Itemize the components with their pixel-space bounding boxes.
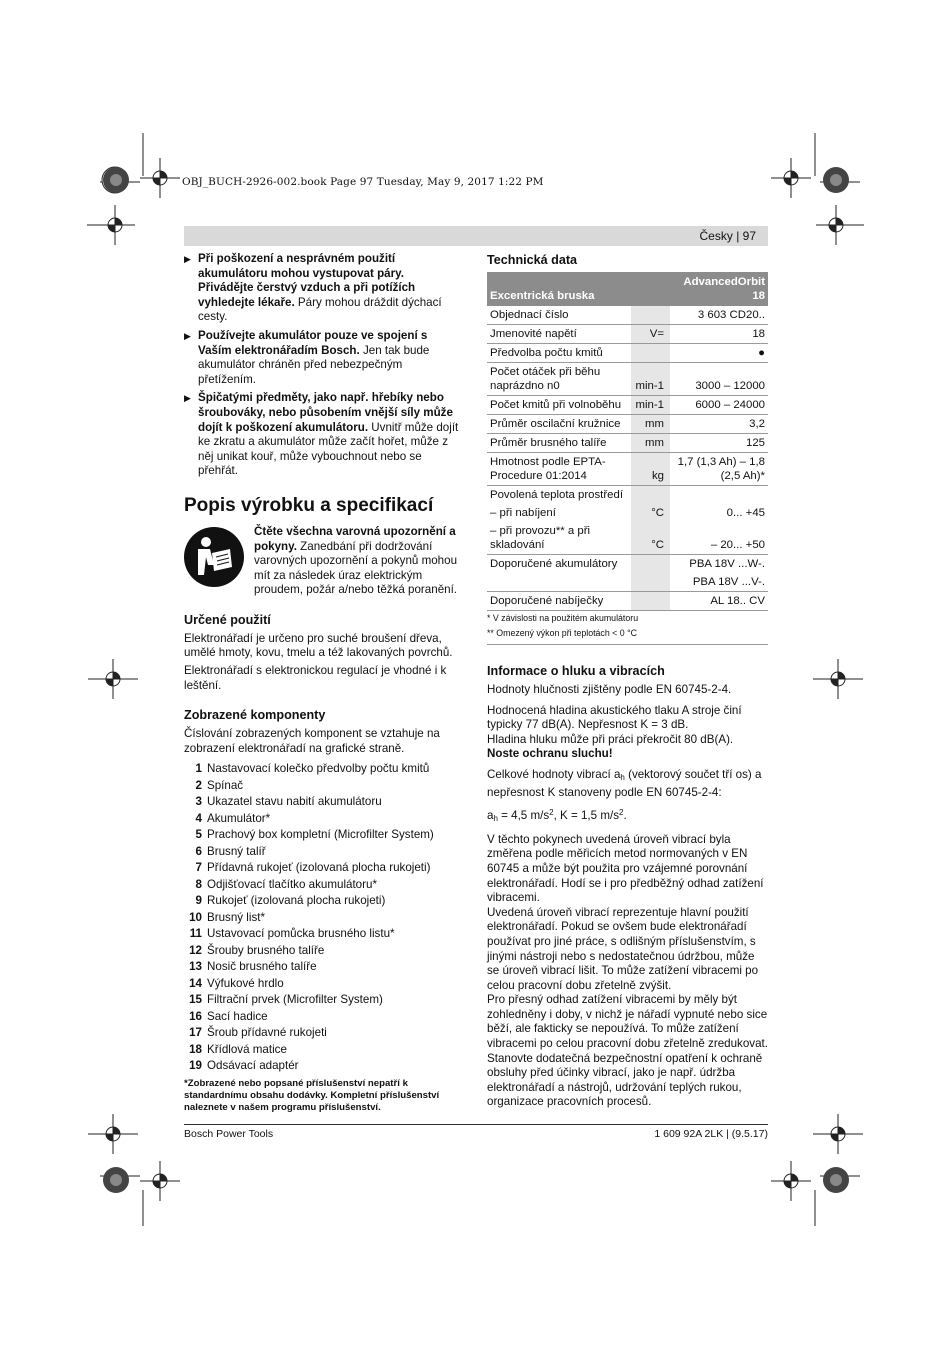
noise-paragraph: V těchto pokynech uvedená úroveň vibrací byla změřena podle měřicích metod normovaných v EN 60745 a může být použita pro vzájemné porovnání elektronářadí. Hodí se i pro předběžný odhad zatížení vibracemi.: [487, 832, 764, 905]
component-number: 1: [195, 762, 202, 776]
table-cell: 125: [670, 434, 768, 453]
component-number: 16: [189, 1009, 202, 1023]
component-label: Rukojeť (izolovaná plocha rukojeti): [207, 894, 386, 908]
table-row: [487, 396, 768, 415]
component-item: [184, 845, 460, 860]
read-warning-body: Zanedbání při dodržování varovných upozornění a pokynů mohou mít za následek úraz elektrickým proudem, požár a/nebo těžká poranění.: [254, 539, 458, 597]
table-cell: [487, 573, 631, 592]
intended-use-line: Elektronářadí s elektronickou regulací je vhodné i k leštění.: [184, 664, 447, 692]
read-warning-bold: Čtěte všechna varovná upozornění a pokyny.: [254, 524, 456, 553]
noise-paragraph: Hladina hluku může při práci překročit 80 dB(A).: [487, 732, 734, 746]
page-header: Česky | 97: [699, 229, 756, 243]
table-cell: [631, 306, 670, 325]
table-cell: Průměr oscilační kružnice: [487, 415, 631, 434]
component-item: [184, 762, 460, 777]
component-label: Výfukové hrdlo: [207, 976, 284, 990]
component-item: [184, 1026, 460, 1041]
table-cell: ●: [670, 344, 768, 363]
triangle-bullet-icon: ▶: [184, 254, 191, 264]
component-item: [184, 812, 460, 827]
noise-title: Informace o hluku a vibracích: [487, 664, 665, 678]
table-cell: [631, 555, 670, 574]
table-note: * V závislosti na použitém akumulátoru: [487, 613, 639, 623]
component-number: 3: [195, 795, 202, 809]
table-row: [487, 363, 768, 396]
table-cell: – při provozu** a při skladování: [487, 522, 631, 555]
footer-right: 1 609 92A 2LK | (9.5.17): [654, 1128, 768, 1140]
component-label: Ukazatel stavu nabití akumulátoru: [207, 795, 382, 809]
table-row: [487, 344, 768, 363]
vibration-text: Celkové hodnoty vibrací a: [487, 767, 621, 781]
header-cell: AdvancedOrbit 18: [670, 272, 768, 306]
section-title: Popis výrobku a specifikací: [184, 494, 434, 516]
warning-bold: Špičatými předměty, jako např. hřebíky nebo šroubováky, nebo působením vnější síly může dojít k poškození akumulátoru.: [198, 391, 453, 434]
warning-item: [184, 329, 460, 387]
component-number: 5: [195, 828, 202, 842]
component-number: 17: [189, 1026, 202, 1040]
component-number: 15: [189, 993, 202, 1007]
component-item: [184, 1059, 460, 1074]
table-cell: min-1: [631, 396, 670, 415]
table-notes: [487, 611, 768, 645]
component-label: Šrouby brusného talíře: [207, 943, 325, 957]
table-cell: [631, 573, 670, 592]
table-cell: 3000 – 12000: [670, 363, 768, 396]
component-number: 14: [189, 976, 202, 990]
page-header-bar: [184, 226, 768, 246]
table-cell: 3 603 CD20..: [670, 306, 768, 325]
table-cell: 1,7 (1,3 Ah) – 1,8 (2,5 Ah)*: [670, 453, 768, 486]
noise-paragraph: Pro přesný odhad zatížení vibracemi by měly být zohledněny i doby, v nichž je nářadí vypnuté nebo sice běží, ale fakticky se nepoužívá. To může zatížení vibracemi po celou pracovní dobu zřetelně zredukovat.: [487, 993, 768, 1051]
table-cell: PBA 18V ...W-.: [689, 558, 765, 570]
component-item: [184, 993, 460, 1008]
warning-text: Uvnitř může dojít ke zkratu a akumulátor může začít hořet, může z něj unikat kouř, může vybouchnout nebo se přehřát.: [198, 420, 459, 478]
table-row: [487, 555, 768, 574]
component-number: 13: [189, 960, 202, 974]
warning-text: Páry mohou dráždit dýchací cesty.: [198, 295, 442, 324]
warning-bold: Při poškození a nesprávném použití akumulátoru mohou vystupovat páry. Přivádějte čerstvý vzduch a při potížích vyhledejte lékaře.: [198, 252, 416, 309]
tech-data-title: Technická data: [487, 253, 578, 267]
table-cell: Doporučené nabíječky: [487, 592, 631, 611]
table-note: ** Omezený výkon při teplotách < 0 °C: [487, 628, 637, 638]
intended-use-line: Elektronářadí je určeno pro suché broušení dřeva, umělé hmoty, kovu, tmelu a též lakovaných povrchů.: [184, 631, 453, 660]
component-number: 12: [189, 943, 202, 957]
table-cell: °C: [631, 522, 670, 555]
header-cell: [631, 272, 670, 306]
component-number: 4: [195, 811, 202, 825]
intended-use-title: Určené použití: [184, 612, 271, 627]
component-label: Filtrační prvek (Microfilter System): [207, 993, 383, 1007]
subscript: h: [620, 772, 625, 782]
table-cell: mm: [631, 434, 670, 453]
component-item: [184, 977, 460, 992]
read-warning-text: [254, 525, 460, 598]
table-cell: 3,2: [670, 415, 768, 434]
component-item: [184, 944, 460, 959]
footer-left: Bosch Power Tools: [184, 1128, 274, 1140]
component-number: 9: [195, 894, 202, 908]
table-cell: Jmenovité napětí: [487, 325, 631, 344]
component-number: 8: [195, 877, 202, 891]
component-number: 7: [195, 861, 202, 875]
component-label: Brusný talíř: [207, 844, 266, 858]
table-cell: [631, 344, 670, 363]
component-label: Nosič brusného talíře: [207, 960, 317, 974]
component-item: [184, 960, 460, 975]
table-row: [487, 325, 768, 344]
tech-data-table: [487, 272, 768, 611]
table-cell: kg: [631, 453, 670, 486]
component-number: 18: [189, 1042, 202, 1056]
table-row: [487, 573, 768, 592]
header-cell: Excentrická bruska: [487, 272, 631, 306]
component-number: 10: [189, 910, 202, 924]
table-cell: Předvolba počtu kmitů: [487, 344, 631, 363]
vibration-values: [487, 806, 768, 827]
component-number: 2: [195, 778, 202, 792]
value-text: a: [487, 809, 494, 823]
table-cell: mm: [631, 415, 670, 434]
table-cell: 18: [670, 325, 768, 344]
components-footnote: *Zobrazené nebo popsané příslušenství nepatří k standardnímu obsahu dodávky. Kompletní příslušenství naleznete v našem programu příslušenství.: [184, 1077, 440, 1113]
table-cell: Hmotnost podle EPTA-Procedure 01:2014: [487, 453, 631, 486]
components-intro: Číslování zobrazených komponent se vztahuje na zobrazení elektronářadí na grafické straně.: [184, 727, 440, 755]
component-item: [184, 861, 460, 876]
table-row: [487, 415, 768, 434]
warning-text: Jen tak bude akumulátor chráněn před nebezpečným přetížením.: [198, 343, 430, 386]
noise-paragraph: Hodnocená hladina akustického tlaku A stroje činí typicky 77 dB(A). Nepřesnost K = 3 dB.: [487, 703, 742, 732]
table-cell: V=: [631, 325, 670, 344]
table-cell: 6000 – 24000: [670, 396, 768, 415]
component-label: Sací hadice: [207, 1009, 268, 1023]
component-label: Ustavovací pomůcka brusného listu*: [207, 927, 395, 941]
noise-paragraph: [487, 768, 768, 800]
table-row: [487, 592, 768, 611]
component-label: Prachový box kompletní (Microfilter System): [207, 828, 434, 842]
table-cell: [631, 592, 670, 611]
component-item: [184, 795, 460, 810]
value-text: , K = 1,5 m/s: [553, 809, 619, 823]
table-cell: – 20... +50: [670, 522, 768, 555]
warning-item: [184, 391, 460, 479]
table-row: [487, 522, 768, 555]
read-manual-icon: [184, 527, 244, 587]
table-row: [487, 434, 768, 453]
warning-bold: Používejte akumulátor pouze ve spojení s Vaším elektronářadím Bosch.: [198, 328, 428, 357]
noise-paragraph: Uvedená úroveň vibrací reprezentuje hlavní použití elektronářadí. Pokud se ovšem bude elektronářadí používat pro jiné práce, s odlišným příslušenstvím, s jinými nástroji nebo s nedostatečnou údržbou, může se úroveň vibrací lišit. To může zatížení vibracemi po celou pracovní dobu zřetelně zvýšit.: [487, 905, 759, 992]
triangle-bullet-icon: ▶: [184, 330, 191, 341]
warning-item: [184, 252, 460, 325]
right-column: [487, 252, 768, 1110]
left-column: [184, 252, 460, 1114]
component-label: Odsávací adaptér: [207, 1059, 299, 1073]
component-number: 19: [189, 1059, 202, 1073]
table-row: [487, 306, 768, 325]
component-label: Šroub přídavné rukojeti: [207, 1026, 327, 1040]
table-header-row: [487, 272, 768, 306]
component-label: Křídlová matice: [207, 1042, 287, 1056]
components-title: Zobrazené komponenty: [184, 708, 326, 723]
triangle-bullet-icon: ▶: [184, 393, 191, 404]
table-cell: [631, 486, 670, 505]
component-item: [184, 828, 460, 843]
value-text: = 4,5 m/s: [497, 809, 550, 823]
component-item: [184, 1010, 460, 1025]
table-cell: min-1: [631, 363, 670, 396]
component-item: [184, 1043, 460, 1058]
components-list: [184, 762, 460, 1073]
subscript: h: [493, 814, 498, 824]
component-label: Nastavovací kolečko předvolby počtu kmitů: [207, 762, 430, 776]
noise-paragraph: [487, 747, 768, 762]
table-cell: Objednací číslo: [487, 306, 631, 325]
component-label: Přídavná rukojeť (izolovaná plocha rukojeti): [207, 861, 431, 875]
table-cell: Počet kmitů při volnoběhu: [487, 396, 631, 415]
component-number: 11: [189, 927, 202, 941]
superscript: 2: [549, 808, 554, 818]
table-cell: Povolená teplota prostředí: [490, 489, 623, 501]
component-item: [184, 927, 460, 942]
table-cell: °C: [631, 504, 670, 522]
table-cell: AL 18.. CV: [670, 592, 768, 611]
hearing-protection-note: Noste ochranu sluchu!: [487, 747, 613, 761]
table-cell: 0... +45: [726, 507, 765, 519]
noise-paragraph: Stanovte dodatečná bezpečnostní opatření k ochraně obsluhy před účinky vibrací, jako je např. údržba elektronářadí a nástrojů, udržování teplých rukou, organizace pracovních procesů.: [487, 1051, 763, 1109]
table-cell: PBA 18V ...V-.: [670, 573, 768, 592]
component-item: [184, 779, 460, 794]
component-label: Odjišťovací tlačítko akumulátoru*: [207, 877, 377, 891]
vibration-text: (vektorový součet tří os) a nepřesnost K stanoveny podle EN 60745-2-4:: [487, 767, 762, 799]
component-label: Spínač: [207, 778, 244, 792]
read-instructions-warning: [184, 525, 460, 598]
table-cell: – při nabíjení: [490, 507, 556, 519]
table-cell: [670, 486, 768, 505]
superscript: 2: [619, 808, 624, 818]
noise-paragraph: Hodnoty hlučnosti zjištěny podle EN 60745-2-4.: [487, 683, 732, 696]
value-text: .: [623, 809, 627, 823]
table-cell: Průměr brusného talíře: [487, 434, 631, 453]
component-item: [184, 911, 460, 926]
component-label: Akumulátor*: [207, 811, 271, 825]
table-cell: Doporučené akumulátory: [490, 558, 618, 570]
footer-rule: [184, 1124, 768, 1125]
component-label: Brusný list*: [207, 910, 265, 924]
table-row: [487, 486, 768, 505]
component-item: [184, 894, 460, 909]
table-row: [487, 453, 768, 486]
print-header: OBJ_BUCH-2926-002.book Page 97 Tuesday, May 9, 2017 1:22 PM: [182, 176, 544, 188]
component-number: 6: [195, 844, 202, 858]
table-cell: Počet otáček při běhu naprázdno n0: [487, 363, 631, 396]
component-item: [184, 878, 460, 893]
table-row: [487, 504, 768, 522]
